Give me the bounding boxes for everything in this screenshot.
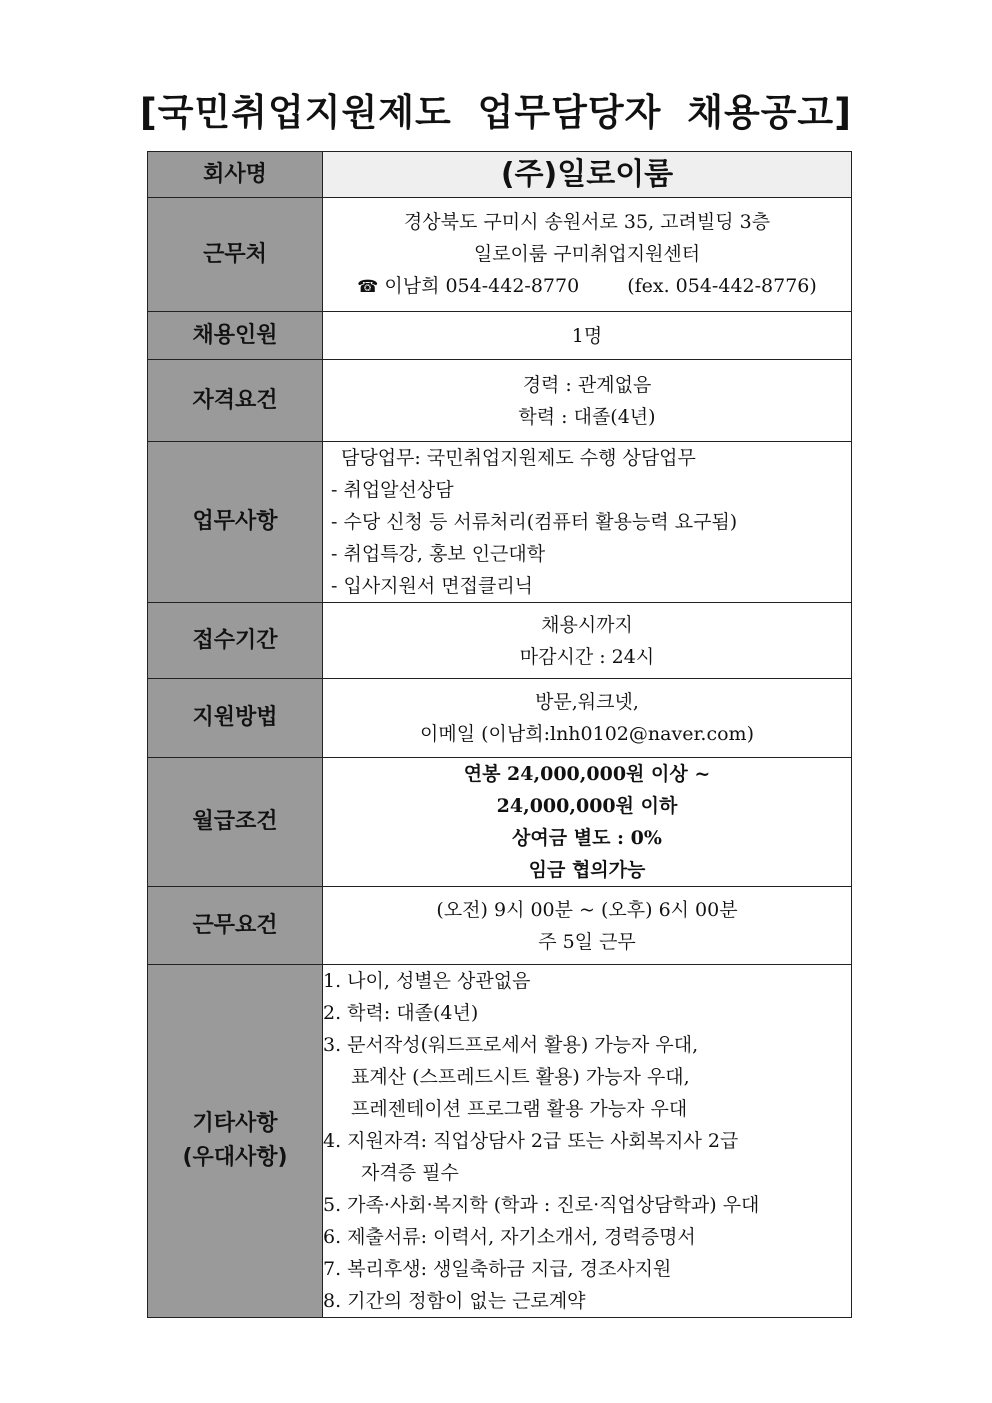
qualification-line: 학력 : 대졸(4년) [518, 405, 656, 428]
salary-line: 연봉 24,000,000원 이상 ~ [463, 763, 711, 785]
qualification-line: 경력 : 관계없음 [522, 373, 652, 396]
page-title: [국민취업지원제도 업무담당자 채용공고] [139, 91, 853, 134]
etc-line: 3. 문서작성(워드프로세서 활용) 가능자 우대, [323, 1034, 699, 1056]
label-duties: 업무사항 [148, 442, 323, 603]
qualification-value [323, 360, 852, 442]
etc-line: 표계산 (스프레드시트 활용) 가능자 우대, [351, 1066, 690, 1088]
label-etc-line2: (우대사항) [182, 1145, 288, 1170]
salary-line: 상여금 별도 : 0% [512, 827, 662, 849]
row-workplace [148, 198, 852, 312]
period-line: 마감시간 : 24시 [519, 645, 655, 668]
label-etc [148, 965, 323, 1318]
duties-line: - 취업특강, 홍보 인근대학 [331, 543, 546, 565]
workplace-address: 경상북도 구미시 송원서로 35, 고려빌딩 3층 [403, 211, 771, 233]
etc-line: 8. 기간의 정함이 없는 근로계약 [323, 1290, 586, 1312]
label-period: 접수기간 [148, 603, 323, 679]
etc-line: 프레젠테이션 프로그램 활용 가능자 우대 [351, 1098, 688, 1120]
workplace-value [323, 198, 852, 312]
contact-fax: (fex. 054-442-8776) [627, 275, 817, 297]
etc-value [323, 965, 852, 1318]
duties-line: - 취업알선상담 [331, 479, 454, 501]
etc-line: 2. 학력: 대졸(4년) [323, 1002, 479, 1024]
label-method: 지원방법 [148, 679, 323, 758]
row-qualification [148, 360, 852, 442]
row-duties [148, 442, 852, 603]
period-value [323, 603, 852, 679]
row-period [148, 603, 852, 679]
conditions-line: (오전) 9시 00분 ~ (오후) 6시 00분 [436, 898, 738, 921]
row-conditions [148, 887, 852, 965]
label-salary: 월급조건 [148, 758, 323, 887]
duties-line: 담당업무: 국민취업지원제도 수행 상담업무 [341, 447, 696, 469]
row-salary [148, 758, 852, 887]
etc-line: 6. 제출서류: 이력서, 자기소개서, 경력증명서 [323, 1226, 696, 1248]
label-etc-line1: 기타사항 [192, 1111, 278, 1136]
salary-line: 임금 협의가능 [528, 859, 646, 881]
method-line: 이메일 (이남희:lnh0102@naver.com) [420, 723, 754, 745]
label-workplace: 근무처 [148, 198, 323, 312]
headcount-value: 1명 [323, 312, 852, 360]
salary-value [323, 758, 852, 887]
workplace-contact [323, 270, 851, 303]
period-line: 채용시까지 [541, 613, 633, 636]
etc-line: 1. 나이, 성별은 상관없음 [323, 970, 531, 992]
label-company: 회사명 [148, 152, 323, 198]
contact-phone: 이남희 054-442-8770 [384, 275, 580, 297]
phone-icon: ☎ [357, 277, 379, 297]
row-method [148, 679, 852, 758]
row-headcount [148, 312, 852, 360]
etc-line: 5. 가족·사회·복지학 (학과 : 진로·직업상담학과) 우대 [323, 1194, 760, 1216]
etc-line: 7. 복리후생: 생일축하금 지급, 경조사지원 [323, 1258, 672, 1280]
label-conditions: 근무요건 [148, 887, 323, 965]
label-qualification: 자격요건 [148, 360, 323, 442]
duties-value [323, 442, 852, 603]
row-company [148, 152, 852, 198]
etc-line: 자격증 필수 [361, 1162, 459, 1184]
method-line: 방문,워크넷, [535, 691, 639, 713]
salary-line: 24,000,000원 이하 [496, 795, 678, 817]
workplace-center: 일로이룸 구미취업지원센터 [473, 243, 701, 265]
row-etc [148, 965, 852, 1318]
duties-line: - 입사지원서 면접클리닉 [331, 575, 534, 597]
etc-line: 4. 지원자격: 직업상담사 2급 또는 사회복지사 2급 [323, 1130, 739, 1152]
job-notice-table [147, 151, 852, 1318]
duties-line: - 수당 신청 등 서류처리(컴퓨터 활용능력 요구됨) [331, 511, 738, 533]
method-value [323, 679, 852, 758]
company-name: (주)일로이룸 [323, 152, 852, 198]
label-headcount: 채용인원 [148, 312, 323, 360]
conditions-value [323, 887, 852, 965]
conditions-line: 주 5일 근무 [538, 930, 636, 953]
